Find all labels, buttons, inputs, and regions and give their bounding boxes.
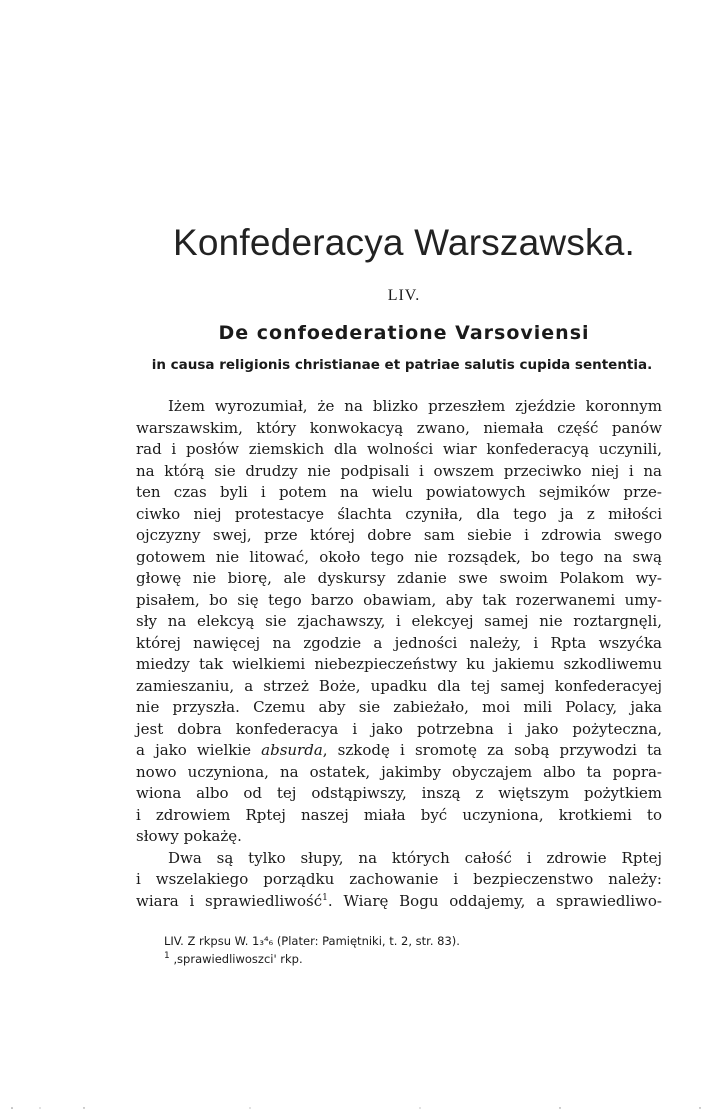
body-line: gotowem nie litować, około tego nie rozsądek, bo tego na swą xyxy=(136,547,662,566)
source-note: LIV. Z rkpsu W. 1₃⁴₆ (Plater: Pamiętniki, t. 2, str. 83). xyxy=(164,934,460,948)
latin-subtitle: in causa religionis christianae et patriae salutis cupida sententia. xyxy=(151,357,653,373)
body-line: Iżem wyrozumiał, że na blizko przeszłem zjeździe koronnym xyxy=(168,397,662,415)
body-line: której nawięcej na zgodzie a jedności należy, i Rpta wszyćka xyxy=(136,633,662,652)
body-line: rad i posłów ziemskich dla wolności wiar konfederacyą uczynili, xyxy=(136,440,662,458)
body-line: jest dobra konfederacya i jako potrzebna i jako pożyteczna, xyxy=(136,719,662,738)
body-line: pisałem, bo się tego barzo obawiam, aby tak rozerwanemi umy- xyxy=(136,590,662,609)
document-number: LIV. xyxy=(387,287,421,304)
body-line: i wszelakiego porządku zachowanie i bezpieczenstwo należy: xyxy=(136,870,662,888)
body-line: ojczyzny swej, prze której dobre sam siebie i zdrowia swego xyxy=(136,526,662,544)
body-line: sły na elekcyą sie zjachawszy, i elekcyej samej nie roztargnęli, xyxy=(136,612,662,630)
body-line: ciwko niej protestacye ślachta czyniła, dla tego ja z miłości xyxy=(136,504,662,523)
body-line: głowę nie biorę, ale dyskursy zdanie swe swoim Polakom wy- xyxy=(136,569,662,587)
page-title: Konfederacya Warszawska. xyxy=(172,222,635,263)
body-line-part: , szkodę i sromotę za sobą przywodzi ta xyxy=(322,741,662,759)
body-line: ten czas byli i potem na wielu powiatowych sejmików prze- xyxy=(136,483,662,501)
footnotes xyxy=(164,932,664,968)
footnote-marker: 1 xyxy=(164,951,170,962)
body-text xyxy=(136,396,662,912)
body-line: zamieszaniu, a strzeż Boże, upadku dla tej samej konfederacyej xyxy=(136,676,662,695)
body-line: słowy pokażę. xyxy=(136,827,242,845)
body-line xyxy=(136,740,662,762)
body-line: Dwa są tylko słupy, na których całość i zdrowie Rptej xyxy=(168,848,662,867)
body-line-part: a jako wielkie xyxy=(136,741,252,759)
body-line xyxy=(136,891,662,913)
body-line: i zdrowiem Rptej naszej miała być uczyniona, krotkiemi to xyxy=(136,805,662,824)
body-line-part: wiara i sprawiedliwość xyxy=(136,891,323,910)
footnote-1 xyxy=(164,950,664,968)
body-line-part: . Wiarę Bogu oddajemy, a sprawiedliwo- xyxy=(327,891,662,910)
body-line: miedzy tak wielkiemi niebezpieczeństwy ku jakiemu szkodliwemu xyxy=(136,655,662,673)
footnote-text: ‚sprawiedliwoszci' rkp. xyxy=(169,952,303,966)
body-line: warszawskim, który konwokacyą zwano, niemała część panów xyxy=(136,418,662,437)
scan-noise xyxy=(0,1106,720,1110)
body-line: na którą sie drudzy nie podpisali i owszem przeciwko niej i na xyxy=(136,461,662,480)
italic-term: absurda xyxy=(261,741,323,759)
body-line: nowo uczyniona, na ostatek, jakimby obyczajem albo ta popra- xyxy=(136,762,662,781)
latin-title: De confoederatione Varsoviensi xyxy=(218,322,590,344)
body-line: nie przyszła. Czemu aby sie zabieżało, moi mili Polacy, jaka xyxy=(136,698,662,716)
footnote-ref: 1 xyxy=(322,892,328,903)
body-line: wiona albo od tej odstąpiwszy, inszą z więtszym pożytkiem xyxy=(136,784,662,802)
